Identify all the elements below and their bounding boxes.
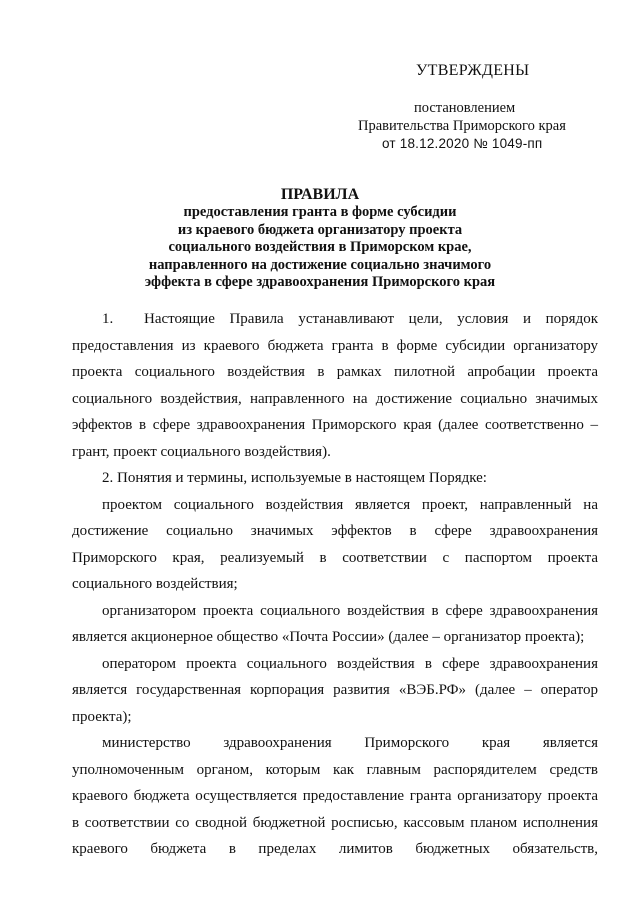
paragraph-line: краевого бюджета осуществляется предоставление гранта организатору проекта bbox=[72, 788, 598, 804]
paragraph-line: является акционерное общество «Почта России» (далее – организатор проекта); bbox=[72, 629, 585, 645]
subtitle-line: направленного на достижение социально значимого bbox=[148, 256, 492, 273]
subtitle-line: предоставления гранта в форме субсидии bbox=[183, 204, 457, 220]
paragraph-line: в соответствии со сводной бюджетной росписью, кассовым планом исполнения bbox=[72, 814, 598, 831]
paragraph-3 bbox=[72, 492, 598, 598]
paragraph-line: является государственная корпорация развития «ВЭБ.РФ» (далее – оператор bbox=[72, 682, 598, 698]
paragraph-line: грант, проект социального воздействия). bbox=[72, 443, 331, 460]
paragraph-4 bbox=[72, 598, 598, 651]
paragraph-line: социального воздействия, направленного на достижение социально значимых bbox=[72, 390, 598, 407]
paragraph-line: достижение социально значимых эффектов в сфере здравоохранения bbox=[72, 523, 598, 539]
subtitle-line: социального воздействия в Приморском крае, bbox=[168, 239, 472, 256]
paragraph-line: проекта); bbox=[72, 708, 132, 725]
paragraph-6 bbox=[72, 730, 598, 863]
paragraph-line: предоставления из краевого бюджета гранта в форме субсидии организатору bbox=[72, 337, 598, 354]
subtitle-line: из краевого бюджета организатору проекта bbox=[177, 221, 463, 238]
paragraph-line: проекта социального воздействия в рамках пилотной апробации проекта bbox=[72, 364, 598, 380]
paragraph-line: министерство здравоохранения Приморского края является bbox=[102, 735, 598, 751]
paragraph-line: Приморского края, реализуемый в соответствии с паспортом проекта bbox=[72, 549, 598, 566]
paragraph-line: оператором проекта социального воздействия в сфере здравоохранения bbox=[102, 655, 598, 672]
paragraph-line: уполномоченным органом, которым как главным распорядителем средств bbox=[72, 761, 598, 778]
document-subtitle bbox=[0, 204, 640, 292]
paragraph-text: Настоящие Правила устанавливают цели, условия и порядок bbox=[144, 311, 598, 327]
paragraph-line: проектом социального воздействия является проект, направленный на bbox=[102, 496, 598, 513]
paragraph-line: краевого бюджета в пределах лимитов бюджетных обязательств, bbox=[72, 841, 598, 857]
paragraph-line: социального воздействия; bbox=[72, 576, 238, 592]
paragraph-line: 2. Понятия и термины, используемые в настоящем Порядке: bbox=[102, 470, 487, 486]
paragraph-2 bbox=[72, 465, 598, 492]
paragraph-line bbox=[72, 306, 598, 333]
paragraph-number: 1. bbox=[102, 311, 114, 327]
paragraph-5 bbox=[72, 651, 598, 731]
subtitle-line: эффекта в сфере здравоохранения Приморского края bbox=[144, 274, 496, 291]
approval-title: УТВЕРЖДЕНЫ bbox=[416, 62, 530, 79]
approval-date-number: от 18.12.2020 № 1049-пп bbox=[382, 136, 543, 151]
paragraph-line: организатором проекта социального воздействия в сфере здравоохранения bbox=[102, 602, 598, 619]
paragraph-1 bbox=[72, 306, 598, 465]
approval-authority: Правительства Приморского края bbox=[358, 118, 566, 134]
document-body bbox=[72, 306, 598, 863]
approval-resolution-label: постановлением bbox=[414, 100, 516, 116]
document-title: ПРАВИЛА bbox=[280, 186, 360, 203]
paragraph-line: эффектов в сфере здравоохранения Приморского края (далее соответственно – bbox=[72, 417, 598, 433]
